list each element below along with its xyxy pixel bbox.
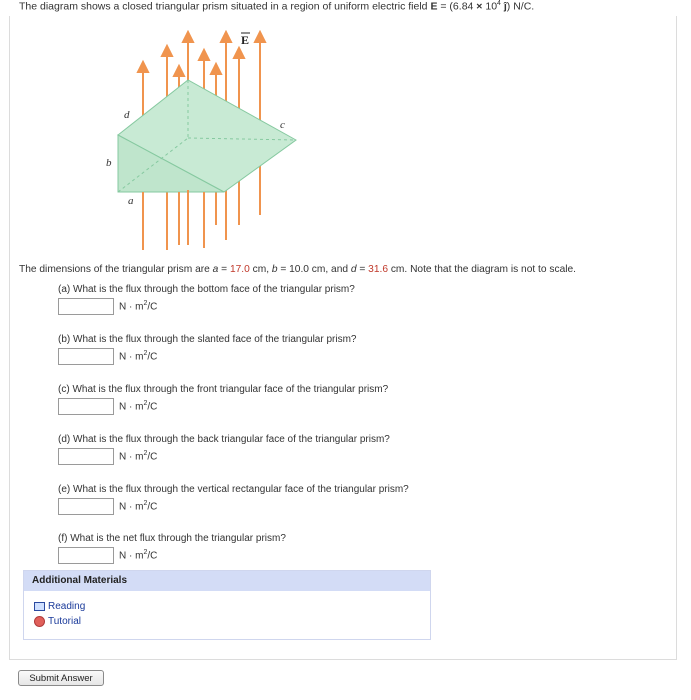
answer-row-a	[58, 296, 157, 316]
answer-f-input[interactable]	[58, 547, 114, 564]
tutorial-link[interactable]: Tutorial	[34, 616, 81, 627]
answer-d-unit: $N \cdot m^2/C$	[119, 449, 158, 463]
a-value: 17.0	[229, 264, 250, 275]
answer-row-f	[58, 545, 157, 565]
answer-a-unit: $N \cdot m^2/C$	[119, 299, 158, 313]
answer-b-input[interactable]	[58, 348, 114, 365]
question-c-label: (c) What is the flux through the front triangular face of the triangular prism?	[58, 384, 389, 395]
submit-answer-button[interactable]: Submit Answer	[18, 670, 104, 686]
d-value: 31.6	[368, 264, 388, 275]
answer-e-unit: $N \cdot m^2/C$	[119, 499, 158, 513]
prism-diagram	[100, 30, 310, 255]
field-symbol: E	[430, 0, 438, 13]
label-d: d	[124, 109, 130, 121]
problem-intro: The diagram shows a closed triangular prism situated in a region of uniform electric field $E = (6.84 \times 10^4$ ĵ) N/C.	[19, 0, 535, 13]
answer-row-b	[58, 346, 157, 366]
answer-a-input[interactable]	[58, 298, 114, 315]
additional-materials-panel	[23, 570, 431, 640]
label-a: a	[128, 195, 134, 207]
field-label: E	[241, 33, 250, 47]
answer-e-input[interactable]	[58, 498, 114, 515]
additional-materials-heading: Additional Materials	[24, 571, 430, 591]
question-e-label: (e) What is the flux through the vertical rectangular face of the triangular prism?	[58, 484, 409, 495]
answer-f-unit: $N \cdot m^2/C$	[119, 548, 158, 562]
answer-row-d	[58, 446, 157, 466]
answer-d-input[interactable]	[58, 448, 114, 465]
question-a-label: (a) What is the flux through the bottom face of the triangular prism?	[58, 284, 355, 295]
answer-row-e	[58, 496, 157, 516]
answer-c-unit: $N \cdot m^2/C$	[119, 399, 158, 413]
reading-link[interactable]: Reading	[34, 601, 85, 612]
label-c: c	[280, 119, 285, 131]
book-icon	[34, 602, 45, 611]
dimensions-text: The dimensions of the triangular prism are a = 17.0 cm, b = 10.0 cm, and d = 31.6 cm. Note that the diagram is not to scale.	[19, 264, 576, 275]
answer-b-unit: $N \cdot m^2/C$	[119, 349, 158, 363]
question-d-label: (d) What is the flux through the back triangular face of the triangular prism?	[58, 434, 390, 445]
answer-c-input[interactable]	[58, 398, 114, 415]
label-b: b	[106, 157, 112, 169]
question-f-label: (f) What is the net flux through the triangular prism?	[58, 533, 286, 544]
tutorial-icon	[34, 616, 45, 627]
question-b-label: (b) What is the flux through the slanted face of the triangular prism?	[58, 334, 357, 345]
answer-row-c	[58, 396, 157, 416]
